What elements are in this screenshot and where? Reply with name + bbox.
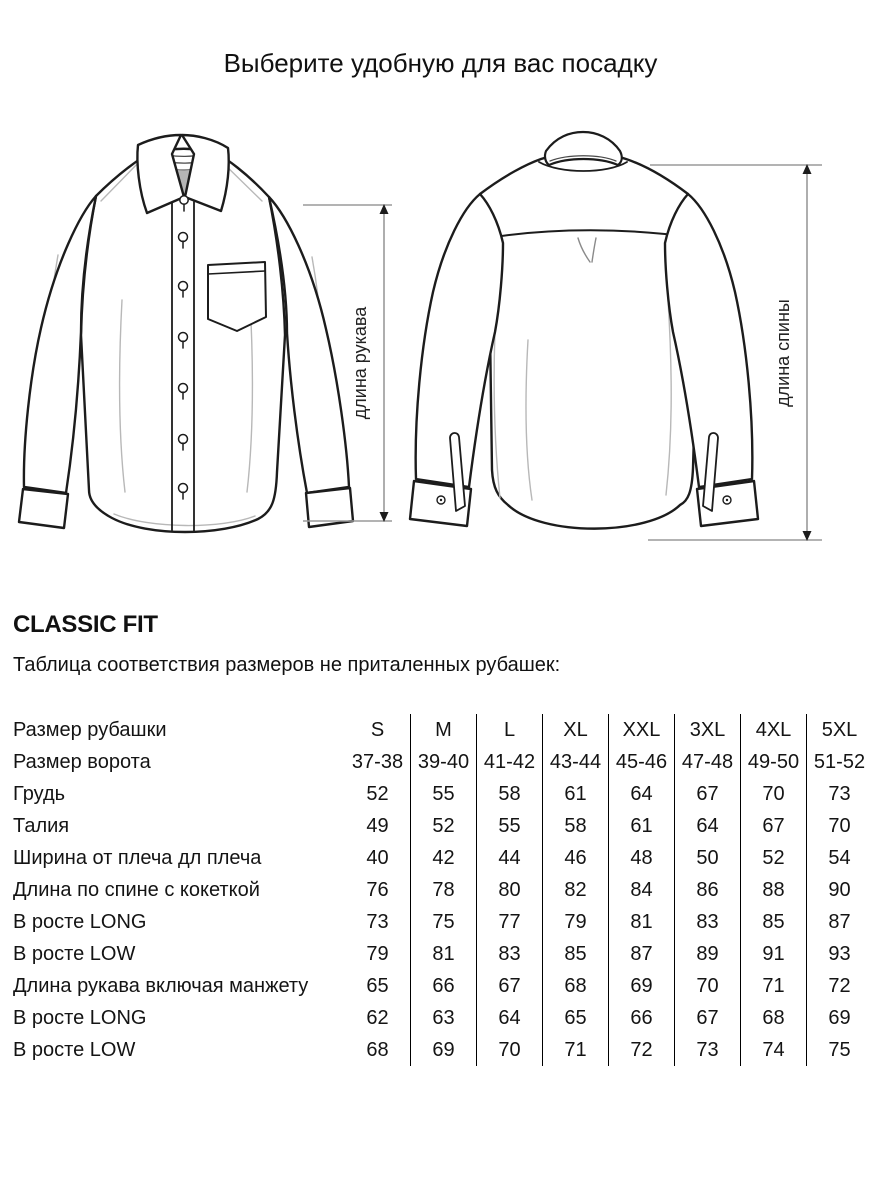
size-cell: 76 — [366, 878, 389, 901]
table-row — [13, 842, 872, 874]
size-cell: 65 — [543, 1002, 609, 1034]
size-cell: 87 — [807, 906, 873, 938]
size-cell: 44 — [477, 842, 543, 874]
size-cell: 67 — [675, 1002, 741, 1034]
size-cell: XL — [543, 714, 609, 746]
size-cell: 85 — [543, 938, 609, 970]
page-title: Выберите удобную для вас посадку — [223, 48, 658, 78]
size-cell: 70 — [807, 810, 873, 842]
row-label: Длина рукава включая манжету — [13, 974, 309, 997]
size-table-body — [13, 714, 872, 1066]
size-cell: 70 — [675, 970, 741, 1002]
size-cell: 37-38 — [351, 750, 404, 773]
size-cell: 54 — [807, 842, 873, 874]
chest-pocket — [208, 262, 266, 331]
size-cell: 64 — [675, 810, 741, 842]
table-row — [13, 1002, 872, 1034]
row-label: Ширина от плеча дл плеча — [13, 846, 262, 869]
table-row — [13, 938, 872, 970]
size-cell: 81 — [609, 906, 675, 938]
size-cell: 62 — [366, 1006, 389, 1029]
table-row — [13, 1034, 872, 1066]
size-cell: 43-44 — [543, 746, 609, 778]
table-row — [13, 874, 872, 906]
size-cell: 41-42 — [477, 746, 543, 778]
back-length-label: длина спины — [773, 299, 793, 407]
size-cell: 65 — [366, 974, 389, 997]
size-cell: 80 — [477, 874, 543, 906]
size-cell: 67 — [477, 970, 543, 1002]
size-guide-figure — [0, 120, 881, 600]
front-collar — [137, 135, 228, 213]
sleeve-length-label: длина рукава — [350, 306, 370, 420]
size-cell: 71 — [741, 970, 807, 1002]
size-cell: 69 — [609, 970, 675, 1002]
size-cell: 75 — [807, 1034, 873, 1066]
row-label: Талия — [13, 814, 70, 837]
size-cell: 55 — [411, 778, 477, 810]
row-label: В росте LONG — [13, 910, 147, 933]
size-cell: 72 — [807, 970, 873, 1002]
size-cell: 50 — [675, 842, 741, 874]
size-cell: 42 — [411, 842, 477, 874]
size-cell: 48 — [609, 842, 675, 874]
row-label: В росте LOW — [13, 942, 136, 965]
row-label: Размер рубашки — [13, 718, 167, 741]
size-cell: 83 — [675, 906, 741, 938]
size-cell: 49 — [366, 814, 389, 837]
size-cell: 85 — [741, 906, 807, 938]
size-cell: 46 — [543, 842, 609, 874]
size-cell: 74 — [741, 1034, 807, 1066]
classic-fit-heading: CLASSIC FIT — [13, 611, 158, 638]
size-cell: 73 — [366, 910, 389, 933]
row-label: Длина по спине с кокеткой — [13, 878, 260, 901]
size-cell: L — [477, 714, 543, 746]
size-cell: 93 — [807, 938, 873, 970]
size-cell: 49-50 — [741, 746, 807, 778]
size-cell: 64 — [609, 778, 675, 810]
size-cell: 39-40 — [411, 746, 477, 778]
size-cell: 73 — [807, 778, 873, 810]
size-cell: 78 — [411, 874, 477, 906]
row-label: В росте LONG — [13, 1006, 147, 1029]
size-cell: 66 — [609, 1002, 675, 1034]
size-cell: 72 — [609, 1034, 675, 1066]
size-cell: 51-52 — [807, 746, 873, 778]
row-label: Размер ворота — [13, 750, 151, 773]
size-cell: 52 — [741, 842, 807, 874]
size-cell: 71 — [543, 1034, 609, 1066]
size-cell: 67 — [675, 778, 741, 810]
row-label: В росте LOW — [13, 1038, 136, 1061]
size-cell: 69 — [807, 1002, 873, 1034]
shirt-back-illustration — [410, 132, 758, 529]
size-cell: 63 — [411, 1002, 477, 1034]
size-cell: 84 — [609, 874, 675, 906]
shirt-front-illustration — [19, 135, 353, 532]
size-cell: 70 — [477, 1034, 543, 1066]
size-cell: 88 — [741, 874, 807, 906]
size-cell: 89 — [675, 938, 741, 970]
size-cell: 40 — [366, 846, 389, 869]
table-row — [13, 714, 872, 746]
row-label: Грудь — [13, 782, 66, 805]
size-cell: 68 — [741, 1002, 807, 1034]
size-cell: 82 — [543, 874, 609, 906]
size-cell: 90 — [807, 874, 873, 906]
size-cell: 79 — [543, 906, 609, 938]
size-cell: XXL — [609, 714, 675, 746]
size-cell: 69 — [411, 1034, 477, 1066]
size-cell: 52 — [411, 810, 477, 842]
size-cell: 52 — [366, 782, 389, 805]
size-cell: 87 — [609, 938, 675, 970]
size-cell: 66 — [411, 970, 477, 1002]
size-cell: 61 — [609, 810, 675, 842]
size-cell: 4XL — [741, 714, 807, 746]
size-cell: 45-46 — [609, 746, 675, 778]
table-row — [13, 810, 872, 842]
size-cell: 70 — [741, 778, 807, 810]
table-subtitle: Таблица соответствия размеров не приталенных рубашек: — [13, 654, 561, 676]
size-cell: 91 — [741, 938, 807, 970]
size-cell: 75 — [411, 906, 477, 938]
size-cell: 3XL — [675, 714, 741, 746]
size-cell: 47-48 — [675, 746, 741, 778]
size-cell: 83 — [477, 938, 543, 970]
size-cell: 67 — [741, 810, 807, 842]
size-cell: 77 — [477, 906, 543, 938]
size-cell: 68 — [366, 1038, 389, 1061]
size-cell: 73 — [675, 1034, 741, 1066]
size-cell: 55 — [477, 810, 543, 842]
size-cell: 61 — [543, 778, 609, 810]
size-cell: M — [411, 714, 477, 746]
size-cell: 58 — [477, 778, 543, 810]
size-cell: 5XL — [807, 714, 873, 746]
size-cell: 86 — [675, 874, 741, 906]
size-cell: 64 — [477, 1002, 543, 1034]
size-cell: 79 — [366, 942, 389, 965]
table-row — [13, 778, 872, 810]
size-table — [13, 714, 872, 1066]
table-row — [13, 746, 872, 778]
size-cell: 58 — [543, 810, 609, 842]
size-cell: 81 — [411, 938, 477, 970]
table-row — [13, 970, 872, 1002]
size-cell: S — [370, 718, 385, 741]
table-row — [13, 906, 872, 938]
size-cell: 68 — [543, 970, 609, 1002]
